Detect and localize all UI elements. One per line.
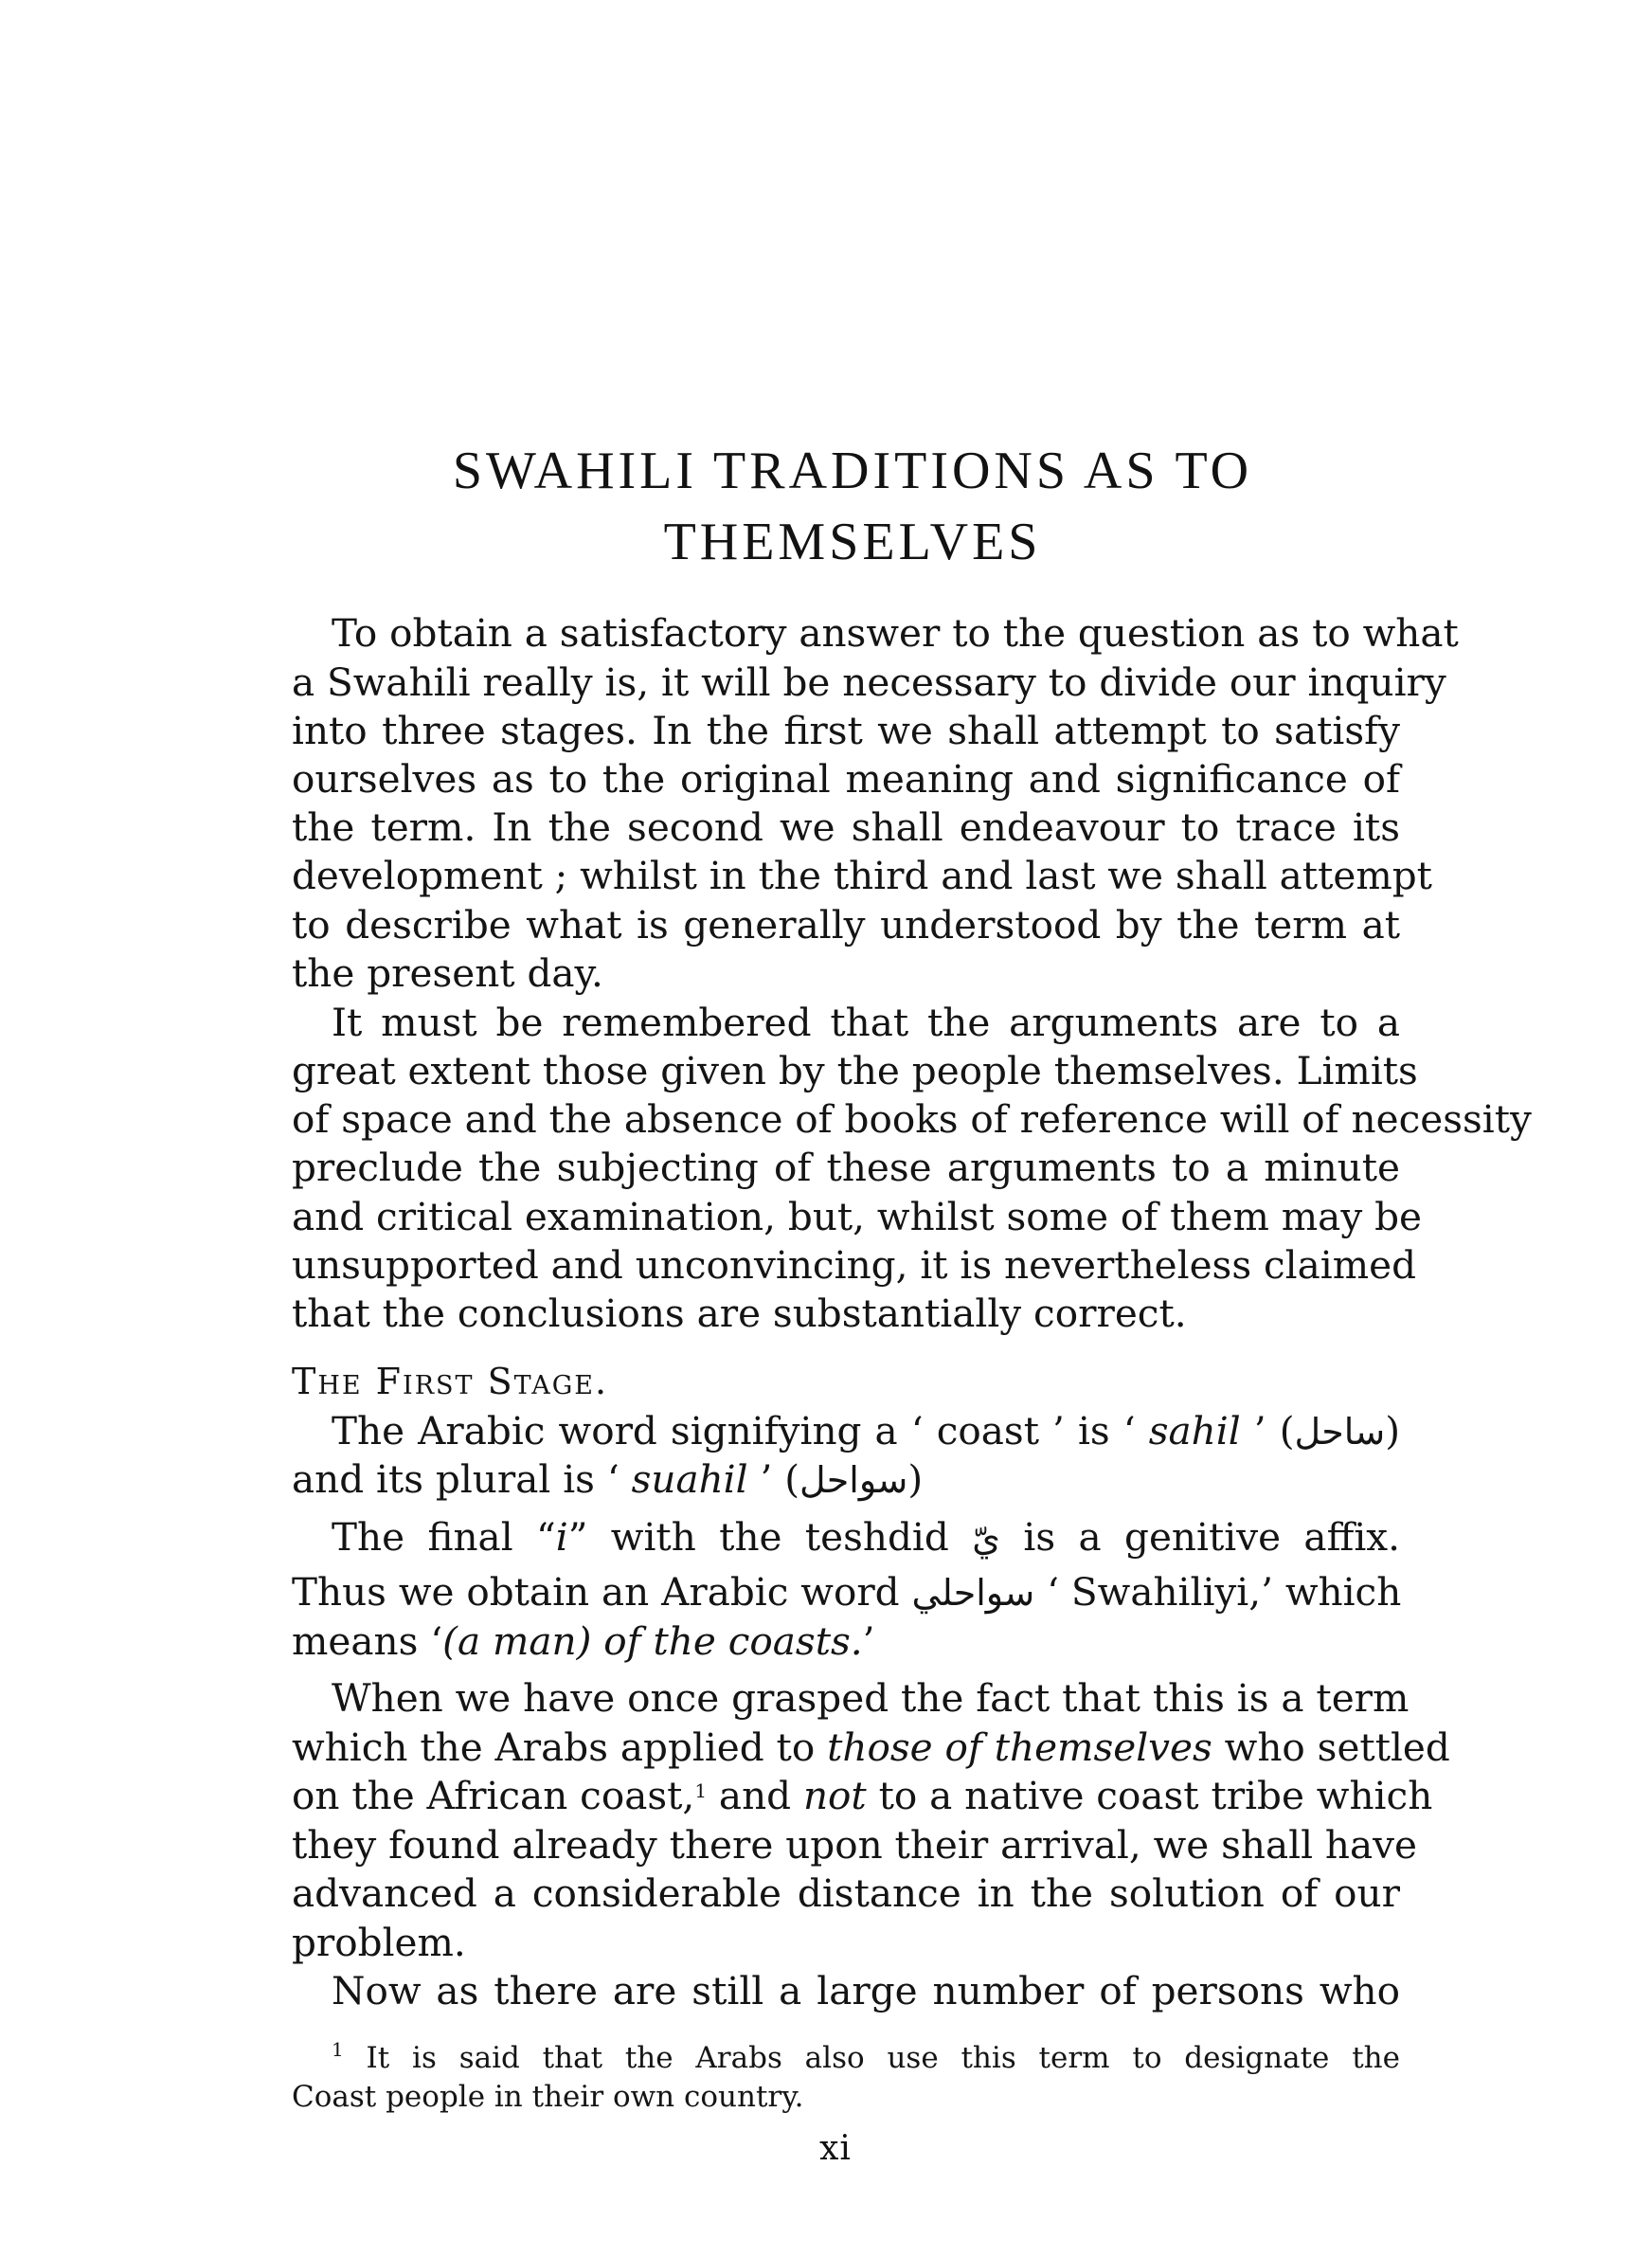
para4-l3-text-a: means ‘ <box>292 1618 443 1664</box>
para4-l3-italic: (a man) of the coasts. <box>442 1618 863 1664</box>
chapter-title-line-1: SWAHILI TRADITIONS AS TO <box>452 442 1253 500</box>
para3-l1-arabic: ساحل <box>1294 1411 1386 1453</box>
para3-line-2 <box>292 1454 923 1505</box>
para5-line-3 <box>292 1771 1433 1820</box>
para5-l2-text-b: who settled <box>1224 1724 1450 1770</box>
para4-l1-italic: i <box>555 1514 568 1560</box>
footnote-reference: 1 <box>694 1779 708 1802</box>
para5-l3-italic: not <box>802 1773 867 1818</box>
para3-l1-text-b: ’ ( <box>1253 1408 1295 1454</box>
footnote-text-1: It is said that the Arabs also use this term to designate the <box>366 2041 1400 2075</box>
para1-line-2: a Swahili really is, it will be necessary to divide our inquiry <box>292 659 1446 705</box>
para4-l2-text-a: Thus we obtain an Arabic word <box>292 1569 900 1615</box>
para3-l2-arabic: سواحل <box>799 1459 908 1501</box>
para2-line-7: that the conclusions are substantially correct. <box>292 1291 1187 1336</box>
para5-line-5: advanced a considerable distance in the solution of our <box>292 1870 1400 1916</box>
para2-line-5: and critical examination, but, whilst some of them may be <box>292 1194 1422 1239</box>
para4-line-3 <box>292 1616 875 1666</box>
para2-line-6: unsupported and unconvincing, it is nevertheless claimed <box>292 1242 1417 1288</box>
para5-line-6: problem. <box>292 1920 466 1965</box>
para6-line-1: Now as there are still a large number of persons who <box>332 1968 1400 2013</box>
para5-line-2 <box>292 1723 1450 1772</box>
chapter-title-line-2: THEMSELVES <box>663 513 1042 571</box>
para1-line-4: ourselves as to the original meaning and significance of <box>292 756 1400 802</box>
para3-l2-text-a: and its plural is ‘ <box>292 1456 620 1502</box>
para3-line-1 <box>332 1406 1400 1456</box>
para3-l1-text-c: ) <box>1385 1408 1400 1454</box>
para5-line-1: When we have once grasped the fact that this is a term <box>332 1675 1410 1721</box>
para4-l1-arabic: يّ <box>972 1517 1000 1559</box>
footnote-marker: 1 <box>332 2038 344 2061</box>
para3-l2-text-b: ’ ( <box>760 1456 800 1502</box>
para5-l2-text-a: which the Arabs applied to <box>292 1724 816 1770</box>
para4-l3-text-b: ’ <box>862 1618 875 1664</box>
para1-line-5: the term. In the second we shall endeavour to trace its <box>292 804 1400 850</box>
para3-l1-italic: sahil <box>1148 1408 1241 1454</box>
para1-line-3: into three stages. In the first we shall attempt to satisfy <box>292 708 1400 753</box>
para4-line-2 <box>292 1567 1400 1617</box>
para3-l1-text-a: The Arabic word signifying a ‘ coast ’ is ‘ <box>332 1408 1136 1454</box>
para5-l2-italic: those of themselves <box>827 1724 1212 1770</box>
section-heading: The First Stage. <box>292 1361 609 1402</box>
para5-line-4: they found already there upon their arrival, we shall have <box>292 1822 1417 1868</box>
para5-l3-text-b: and <box>718 1773 792 1818</box>
para1-line-1: To obtain a satisfactory answer to the question as to what <box>332 610 1459 656</box>
para4-l2-text-b: ‘ Swahiliyi,’ which <box>1047 1569 1402 1615</box>
para5-l3-text-c: to a native coast tribe which <box>878 1773 1433 1818</box>
para4-l1-text-b: ” with the teshdid <box>567 1514 949 1560</box>
para2-line-1: It must be remembered that the arguments are to a <box>332 1000 1400 1045</box>
para2-line-3: of space and the absence of books of reference will of necessity <box>292 1096 1532 1142</box>
para4-l1-text-a: The final “ <box>332 1514 556 1560</box>
para4-l1-text-c: is a genitive affix. <box>1023 1514 1401 1560</box>
para2-line-2: great extent those given by the people themselves. Limits <box>292 1048 1418 1093</box>
para3-l2-italic: suahil <box>631 1456 748 1502</box>
para1-line-7: to describe what is generally understood by the term at <box>292 902 1400 948</box>
para1-line-6: development ; whilst in the third and last we shall attempt <box>292 853 1432 898</box>
para1-line-8: the present day. <box>292 950 603 996</box>
para4-l2-arabic: سواحلي <box>911 1572 1035 1614</box>
para5-l3-text-a: on the African coast, <box>292 1773 695 1818</box>
page-number: xi <box>819 2129 852 2168</box>
para3-l2-text-c: ) <box>907 1456 924 1502</box>
para4-line-1 <box>332 1512 1400 1562</box>
footnote-line-1 <box>332 2038 1400 2078</box>
footnote-line-2: Coast people in their own country. <box>292 2080 804 2114</box>
para2-line-4: preclude the subjecting of these arguments to a minute <box>292 1145 1400 1190</box>
